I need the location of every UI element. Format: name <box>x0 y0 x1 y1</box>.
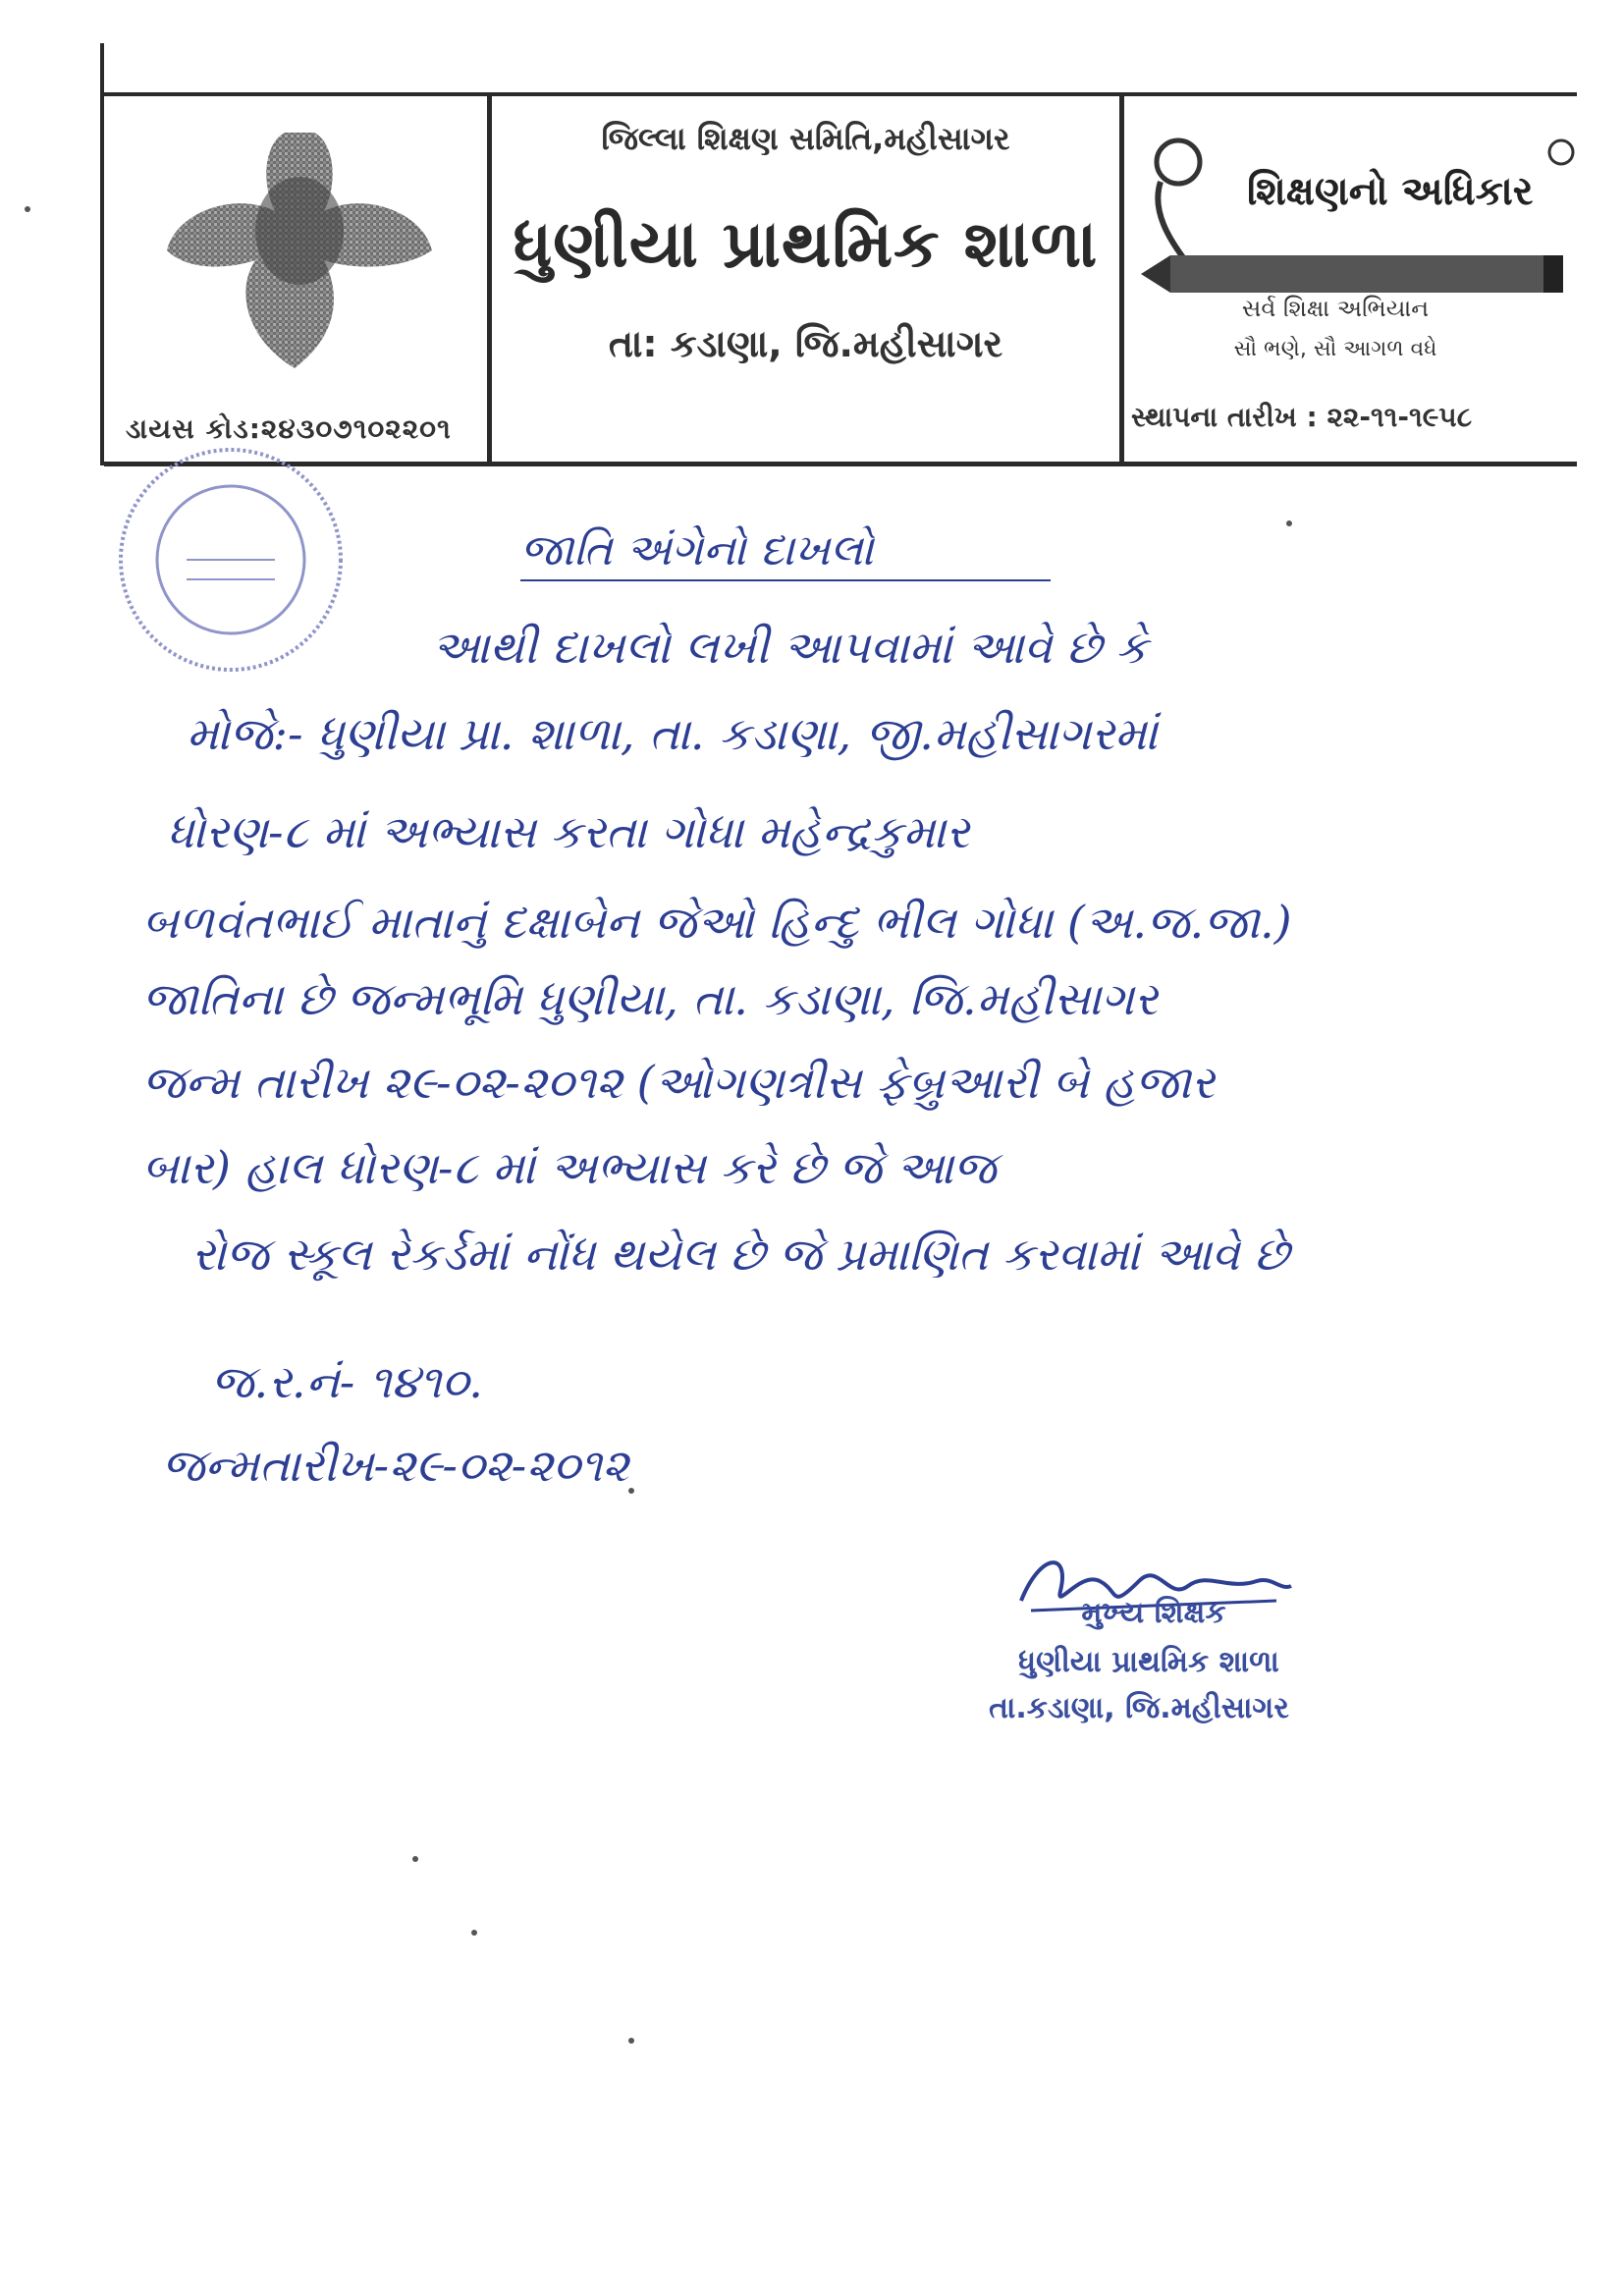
scan-speck <box>628 1488 634 1494</box>
letterhead-top-border <box>104 92 1577 96</box>
scan-speck <box>628 2038 634 2044</box>
scan-speck <box>412 1856 418 1862</box>
school-stamp-icon <box>108 432 353 687</box>
established-date: સ્થાપના તારીખ : ૨૨-૧૧-૧૯૫૮ <box>1131 401 1473 433</box>
scan-speck <box>25 206 30 212</box>
school-address: તા: કડાણા, જિ.મહીસાગર <box>608 322 1003 365</box>
rte-tagline: સૌ ભણે, સૌ આગળ વધે <box>1233 337 1437 361</box>
school-logo-icon <box>137 123 461 378</box>
letter-line: બળવંતભાઈ માતાનું દક્ષાબેન જેઓ હિન્દુ ભીલ ગોધા (અ.જ.જા.) <box>142 896 1292 949</box>
letter-line: મોજે:- ધુણીયા પ્રા. શાળા, તા. કડાણા, જી.મહીસાગરમાં <box>187 707 1158 760</box>
letter-line: જાતિના છે જન્મભૂમિ ધુણીયા, તા. કડાણા, જિ.મહીસાગર <box>142 972 1158 1025</box>
signatory-role: મુખ્ય શિક્ષક <box>1081 1596 1226 1630</box>
dise-code: ડાયસ કોડ:૨૪૩૦૭૧૦૨૨૦૧ <box>126 412 452 445</box>
letter-line: ધોરણ-૮ માં અભ્યાસ કરતા ગોધા મહેન્દ્રકુમાર <box>167 805 970 858</box>
title-underline <box>520 579 1051 581</box>
committee-name: જિલ્લા શિક્ષણ સમિતિ,મહીસાગર <box>601 120 1010 157</box>
letter-line: આથી દાખલો લખી આપવામાં આવે છે કે <box>432 621 1148 674</box>
certificate-title: જાતિ અંગેનો દાખલો <box>520 525 874 575</box>
rte-subtitle: સર્વ શિક્ષા અભિયાન <box>1241 295 1430 322</box>
birth-date-note: જન્મતારીખ-૨૯-૦૨-૨૦૧૨ <box>162 1439 629 1492</box>
signatory-school: ધુણીયા પ્રાથમિક શાળા <box>1018 1645 1279 1679</box>
scan-speck <box>1286 520 1292 526</box>
register-number: જ.ર.નં- ૧૪૧૦. <box>211 1355 483 1408</box>
scan-speck <box>471 1930 477 1936</box>
school-name: ધુણીયા પ્રાથમિક શાળા <box>513 206 1099 282</box>
letter-line: બાર) હાલ ધોરણ-૮ માં અભ્યાસ કરે છે જે આજ <box>142 1141 997 1194</box>
letter-line: જન્મ તારીખ ૨૯-૦૨-૨૦૧૨ (ઓગણત્રીસ ફેબ્રુઆરી બે હજાર <box>142 1056 1215 1109</box>
letter-line: રોજ સ્કૂલ રેકર્ડમાં નોંધ થયેલ છે જે પ્રમાણિત કરવામાં આવે છે <box>191 1228 1289 1281</box>
letterhead-divider-right <box>1119 96 1124 462</box>
rte-title: શિક્ષણનો અધિકાર <box>1247 169 1534 214</box>
letterhead-left-border <box>100 43 104 465</box>
signatory-place: તા.કડાણા, જિ.મહીસાગર <box>989 1691 1289 1725</box>
